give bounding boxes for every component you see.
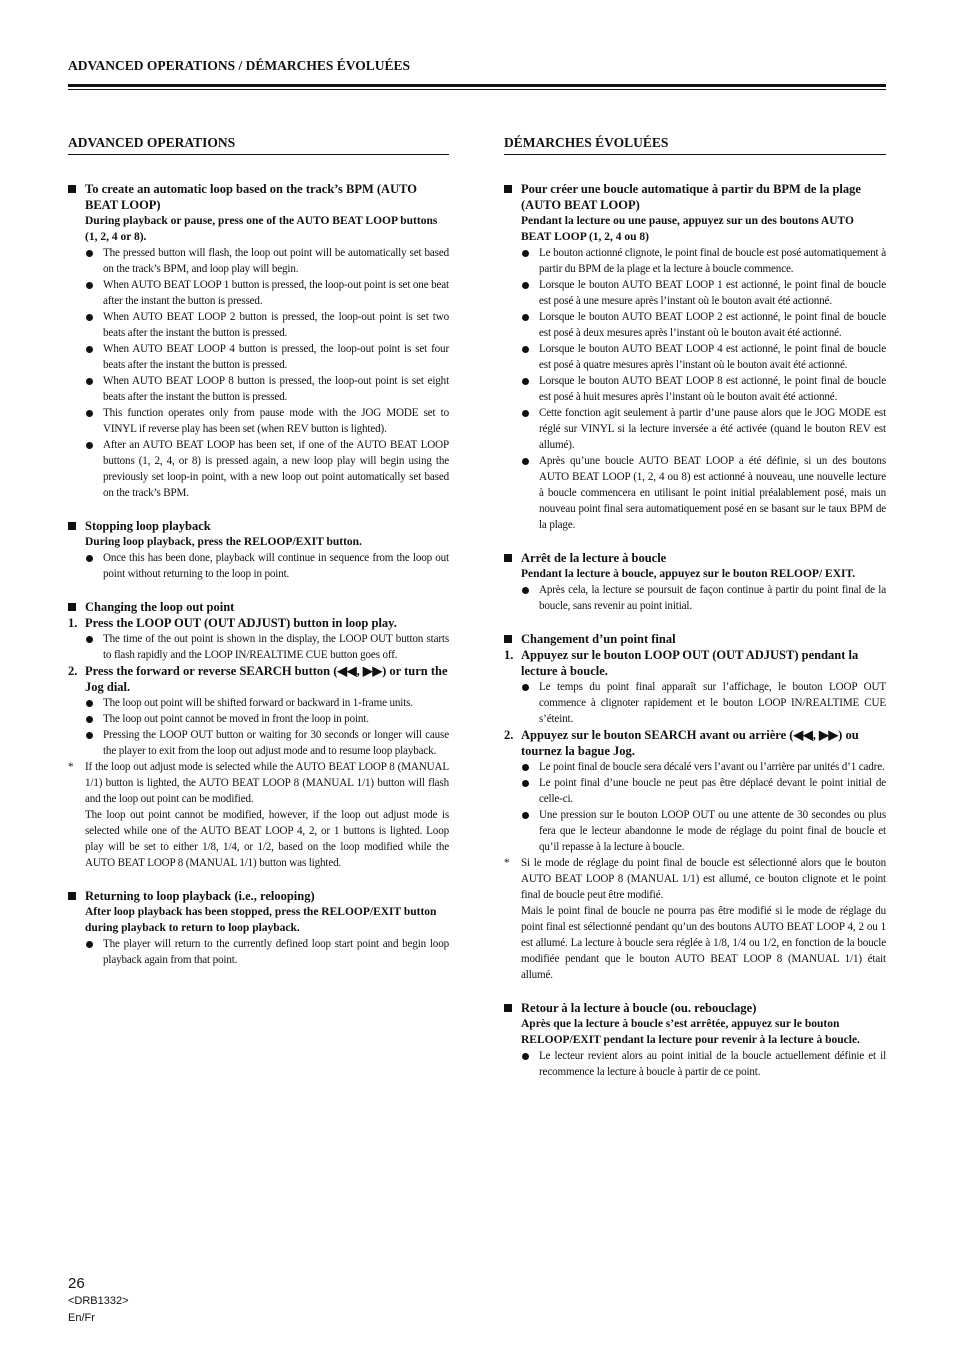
list-item: Lorsque le bouton AUTO BEAT LOOP 2 est actionné, le point final de boucle est posé à deux mesures après l’instant où le bouton avait été actionné. [539,311,886,339]
heading: To create an automatic loop based on the track’s BPM (AUTO BEAT LOOP) [68,181,449,213]
list-item: The loop out point cannot be moved in front the loop in point. [103,711,449,727]
square-bullet-icon [68,603,76,611]
list-item: When AUTO BEAT LOOP 4 button is pressed, the loop-out point is set four beats after the instant the button is pressed. [103,343,449,371]
running-header [68,58,886,90]
list-item: Cette fonction agit seulement à partir d’une pause alors que le JOG MODE est réglé sur VINYL si la lecture inversée a été activée (quand le bouton REV est allumé). [539,407,886,451]
square-bullet-icon [68,522,76,530]
step-2: 2. Appuyez sur le bouton SEARCH avant ou arrière (◀◀, ▶▶) ou tournez la bague Jog. [504,728,859,758]
section-stopping-loop-en [68,518,449,582]
list-item: Le temps du point final apparaît sur l’affichage, le bouton LOOP OUT commence à clignoter rapidement et le bouton LOOP IN/REALTIME CUE s’éteint. [539,681,886,725]
english-column [68,135,449,985]
step-1: 1. Press the LOOP OUT (OUT ADJUST) button in loop play. [68,616,397,630]
bullet-list [68,631,449,663]
section-title-fr: DÉMARCHES ÉVOLUÉES [504,135,886,155]
list-item: The time of the out point is shown in the display, the LOOP OUT button starts to flash rapidly and the LOOP IN/REALTIME CUE button goes off. [103,633,449,661]
page-number: 26 [68,1275,85,1292]
section-relooping-fr [504,1000,886,1080]
list-item: Lorsque le bouton AUTO BEAT LOOP 8 est actionné, le point final de boucle est posé à huit mesures après l’instant où le bouton avait été actionné. [539,375,886,403]
list-item: The player will return to the currently defined loop start point and begin loop playback again from that point. [103,938,449,966]
list-item: The pressed button will flash, the loop out point will be automatically set based on the track’s BPM, and loop play will begin. [103,247,449,275]
list-item: Lorsque le bouton AUTO BEAT LOOP 1 est actionné, le point final de boucle est posé à une mesure après l’instant où le bouton avait été actionné. [539,279,886,307]
bullet-list [68,245,449,501]
instruction: Pendant la lecture ou une pause, appuyez sur un des boutons AUTO BEAT LOOP (1, 2, 4 ou 8) [521,215,854,243]
heading: Stopping loop playback [68,518,449,534]
list-item: Lorsque le bouton AUTO BEAT LOOP 4 est actionné, le point final de boucle est posé à quatre mesures après l’instant où le bouton avait été actionné. [539,343,886,371]
list-item: This function operates only from pause mode with the JOG MODE set to VINYL if reverse play has been set (when REV button is lighted). [103,407,449,435]
note-paragraph: The loop out point cannot be modified, however, if the loop out adjust mode is selected while one of the AUTO BEAT LOOP 4, 2, or 1 buttons is lighted. Loop play will be set to either 1/8, 1/4, or 1/2, based on the loop modified while the AUTO BEAT LOOP 8 (MANUAL 1/1) button was lighted. [85,809,449,869]
square-bullet-icon [504,1004,512,1012]
list-item: Once this has been done, playback will continue in sequence from the loop out point without returning to the loop in point. [103,552,449,580]
list-item: Le point final d’une boucle ne peut pas être déplacé devant le point initial de celle-ci. [539,777,886,805]
list-item: When AUTO BEAT LOOP 1 button is pressed, the loop-out point is set one beat after the instant the button is pressed. [103,279,449,307]
section-title-en: ADVANCED OPERATIONS [68,135,449,155]
heading: Retour à la lecture à boucle (ou. rebouclage) [504,1000,886,1016]
square-bullet-icon [504,185,512,193]
heading: Returning to loop playback (i.e., relooping) [68,888,449,904]
bullet-list [504,1048,886,1080]
list-item: Après cela, la lecture se poursuit de façon continue à partir du point final de la boucle, sans revenir au point initial. [539,584,886,612]
note-paragraph: Si le mode de réglage du point final de boucle est sélectionné alors que le bouton AUTO BEAT LOOP 8 (MANUAL 1/1) est allumé, ce bouton clignote et le point final de boucle peut être modifié. [521,857,886,901]
step-2: 2. Press the forward or reverse SEARCH button (◀◀, ▶▶) or turn the Jog dial. [68,664,448,694]
list-item: After an AUTO BEAT LOOP has been set, if one of the AUTO BEAT LOOP buttons (1, 2, 4, or 8) is pressed again, a new loop play will begin using the previously set loop-in point, with a new loop out point automatically set based on the track’s BPM. [103,439,449,499]
section-auto-beat-loop-en [68,181,449,501]
document-code: <DRB1332> [68,1295,129,1307]
instruction: Après que la lecture à boucle s’est arrêtée, appuyez sur le bouton RELOOP/EXIT pendant la lecture pour revenir à la lecture à boucle. [521,1018,860,1046]
list-item: Le point final de boucle sera décalé vers l’avant ou l’arrière par unités d’1 cadre. [539,761,885,773]
bullet-list [68,550,449,582]
instruction: Pendant la lecture à boucle, appuyez sur le bouton RELOOP/ EXIT. [521,568,856,580]
bullet-list [504,679,886,727]
square-bullet-icon [504,554,512,562]
instruction: After loop playback has been stopped, press the RELOOP/EXIT button during playback to return to loop playback. [85,906,437,934]
list-item: Le bouton actionné clignote, le point final de boucle est posé automatiquement à partir du BPM de la plage et la lecture à boucle commence. [539,247,886,275]
bullet-list [68,936,449,968]
header-rule-thick [68,84,886,87]
section-stopping-loop-fr [504,550,886,614]
section-changing-loop-out-en [68,599,449,871]
list-item: Après qu’une boucle AUTO BEAT LOOP a été définie, si un des boutons AUTO BEAT LOOP (1, 2, 4 ou 8) est actionné à nouveau, une nouvelle lecture à boucle commencera en utilisant le point initial préalablement posé, mais un nouveau point final sera automatiquement posé en se basant sur le taux BPM de la plage. [539,455,886,531]
instruction: During playback or pause, press one of the AUTO BEAT LOOP buttons (1, 2, 4 or 8). [85,215,438,243]
bullet-list [68,695,449,759]
page-footer [68,1275,129,1327]
footnote: * If the loop out adjust mode is selected while the AUTO BEAT LOOP 8 (MANUAL 1/1) button is lighted, the AUTO BEAT LOOP 8 (MANUAL 1/1) button will flash and the loop out point can be modified. The loop out point cannot be modified, however, if the loop out adjust mode is selected while one of the AUTO BEAT LOOP 4, 2, or 1 buttons is lighted. Loop play will be set to either 1/8, 1/4, or 1/2, based on the loop modified while the AUTO BEAT LOOP 8 (MANUAL 1/1) button was lighted. [68,761,449,869]
heading: Changement d’un point final [504,631,886,647]
header-rule-thin [68,89,886,90]
square-bullet-icon [68,185,76,193]
note-paragraph: Mais le point final de boucle ne pourra pas être modifié si le mode de réglage du point final est sélectionné pendant qu’un des boutons AUTO BEAT LOOP 4, 2 ou 1 est allumé. La lecture à boucle sera réglée à 1/8, 1/4 ou 1/2, en fonction de la boucle modifiée pendant que le bouton AUTO BEAT LOOP 8 (MANUAL 1/1) était allumé. [521,905,886,981]
bullet-list [504,582,886,614]
square-bullet-icon [68,892,76,900]
bullet-list [504,245,886,533]
language-code: En/Fr [68,1312,95,1324]
square-bullet-icon [504,635,512,643]
section-relooping-en [68,888,449,968]
heading: Arrêt de la lecture à boucle [504,550,886,566]
heading: Changing the loop out point [68,599,449,615]
bullet-list [504,759,886,855]
section-auto-beat-loop-fr [504,181,886,533]
heading: Pour créer une boucle automatique à partir du BPM de la plage (AUTO BEAT LOOP) [504,181,886,213]
list-item: When AUTO BEAT LOOP 8 button is pressed, the loop-out point is set eight beats after the instant the button is pressed. [103,375,449,403]
list-item: Une pression sur le bouton LOOP OUT ou une attente de 30 secondes ou plus fera que le lecteur abandonne le mode de réglage du point final de boucle et qu’il repasse à la lecture à boucle. [539,809,886,853]
note-paragraph: If the loop out adjust mode is selected while the AUTO BEAT LOOP 8 (MANUAL 1/1) button is lighted, the AUTO BEAT LOOP 8 (MANUAL 1/1) button will flash and the loop out point can be modified. [85,761,449,805]
section-changing-loop-out-fr [504,631,886,983]
list-item: When AUTO BEAT LOOP 2 button is pressed, the loop-out point is set two beats after the instant the button is pressed. [103,311,449,339]
list-item: Le lecteur revient alors au point initial de la boucle actuellement définie et il recommence la lecture à boucle à partir de ce point. [539,1050,886,1078]
header-title: ADVANCED OPERATIONS / DÉMARCHES ÉVOLUÉES [68,58,411,73]
footnote: * Si le mode de réglage du point final de boucle est sélectionné alors que le bouton AUTO BEAT LOOP 8 (MANUAL 1/1) est allumé, ce bouton clignote et le point final de boucle peut être modifié. Mais le point final de boucle ne pourra pas être modifié si le mode de réglage du point final est sélectionné pendant qu’un des boutons AUTO BEAT LOOP 4, 2 ou 1 est allumé. La lecture à boucle sera réglée à 1/8, 1/4 ou 1/2, en fonction de la boucle modifiée pendant que le bouton AUTO BEAT LOOP 8 (MANUAL 1/1) était allumé. [504,857,886,981]
list-item: The loop out point will be shifted forward or backward in 1-frame units. [103,695,449,711]
list-item: Pressing the LOOP OUT button or waiting for 30 seconds or longer will cause the player to exit from the loop out adjust mode and to resume loop playback. [103,729,449,757]
french-column [504,135,886,1097]
step-1: 1. Appuyez sur le bouton LOOP OUT (OUT ADJUST) pendant la lecture à boucle. [504,648,859,678]
instruction: During loop playback, press the RELOOP/EXIT button. [85,536,362,548]
